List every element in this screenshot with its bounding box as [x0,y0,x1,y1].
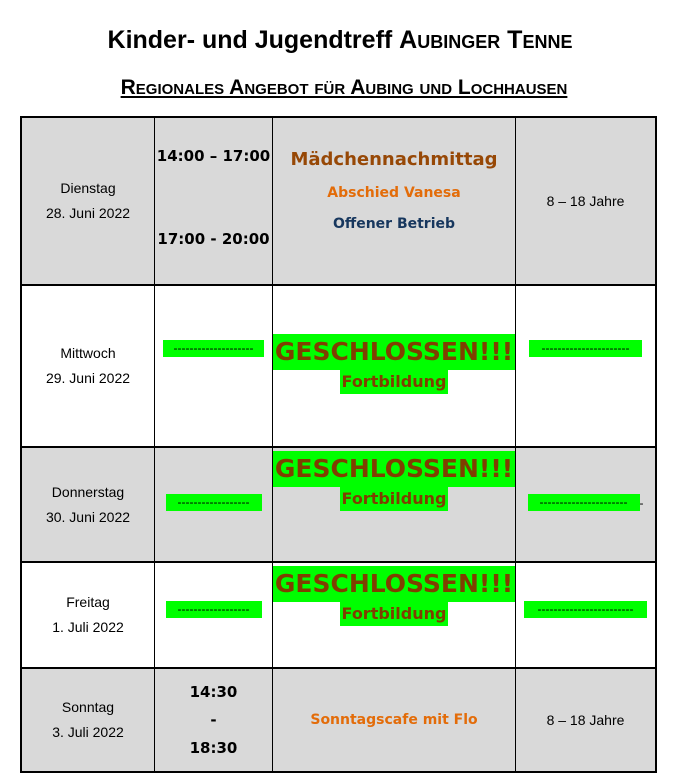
event-cell [273,669,516,771]
time-cell [155,563,273,667]
title-prefix: Kinder- und Jugendtreff [107,26,400,54]
time-start: 14:30 [189,683,238,701]
date: 30. Juni 2022 [45,508,131,525]
event-cell [273,563,516,667]
date: 29. Juni 2022 [45,370,131,386]
age-cell [516,118,655,284]
date-cell [22,118,155,284]
title-venue-name: Aubinger Tenne [399,26,573,54]
age-cell [516,669,655,771]
weekday: Donnerstag [51,483,125,500]
event-open: Offener Betrieb [332,216,456,232]
age-range: 8 – 18 Jahre [546,193,625,209]
date-cell [22,563,155,667]
event-note: Abschied Vanesa [327,185,461,201]
date: 3. Juli 2022 [52,724,124,740]
age-cell [516,286,655,446]
weekday: Mittwoch [60,345,116,361]
event-title: Sonntagscafe mit Flo [310,712,478,728]
time-cell [155,669,273,771]
closed-placeholder: ---------------------- [528,494,640,511]
time-end: 18:30 [189,739,238,757]
time-cell [155,286,273,446]
age-cell [516,448,655,561]
schedule-table [20,116,657,773]
trailing-dash: - [639,495,644,510]
time-slot: 14:00 – 17:00 [156,147,271,165]
time-cell [155,448,273,561]
age-range: 8 – 18 Jahre [546,712,625,728]
event-cell [273,448,516,561]
table-row [20,561,657,669]
event-title: Mädchennachmittag [290,149,498,170]
closed-status: GESCHLOSSEN!!! [273,451,515,487]
table-row [20,116,657,286]
date: 28. Juni 2022 [45,205,131,221]
time-cell [155,118,273,284]
closed-placeholder-group [528,494,644,511]
date-cell [22,286,155,446]
time-slot: 17:00 - 20:00 [157,230,270,248]
table-row [20,284,657,448]
weekday: Freitag [66,594,110,610]
closed-reason: Fortbildung [340,487,449,511]
closed-reason: Fortbildung [340,602,449,626]
weekday: Dienstag [60,180,116,196]
closed-placeholder: ------------------ [166,601,262,618]
event-cell [273,286,516,446]
date-cell [22,669,155,771]
age-cell [516,563,655,667]
closed-reason: Fortbildung [340,370,449,394]
closed-placeholder: ------------------ [166,494,262,511]
table-row [20,667,657,773]
time-separator: - [210,711,217,729]
closed-placeholder: -------------------- [163,340,264,357]
event-cell [273,118,516,284]
page-subtitle: Regionales Angebot für Aubing und Lochhausen [120,76,568,99]
page-title [0,26,680,55]
weekday: Sonntag [61,699,115,715]
date: 1. Juli 2022 [52,619,124,635]
closed-placeholder: ---------------------- [529,340,642,357]
date-cell [22,448,155,561]
closed-status: GESCHLOSSEN!!! [273,334,515,370]
closed-placeholder: ------------------------ [524,601,647,618]
closed-status: GESCHLOSSEN!!! [273,566,515,602]
table-row [20,446,657,563]
